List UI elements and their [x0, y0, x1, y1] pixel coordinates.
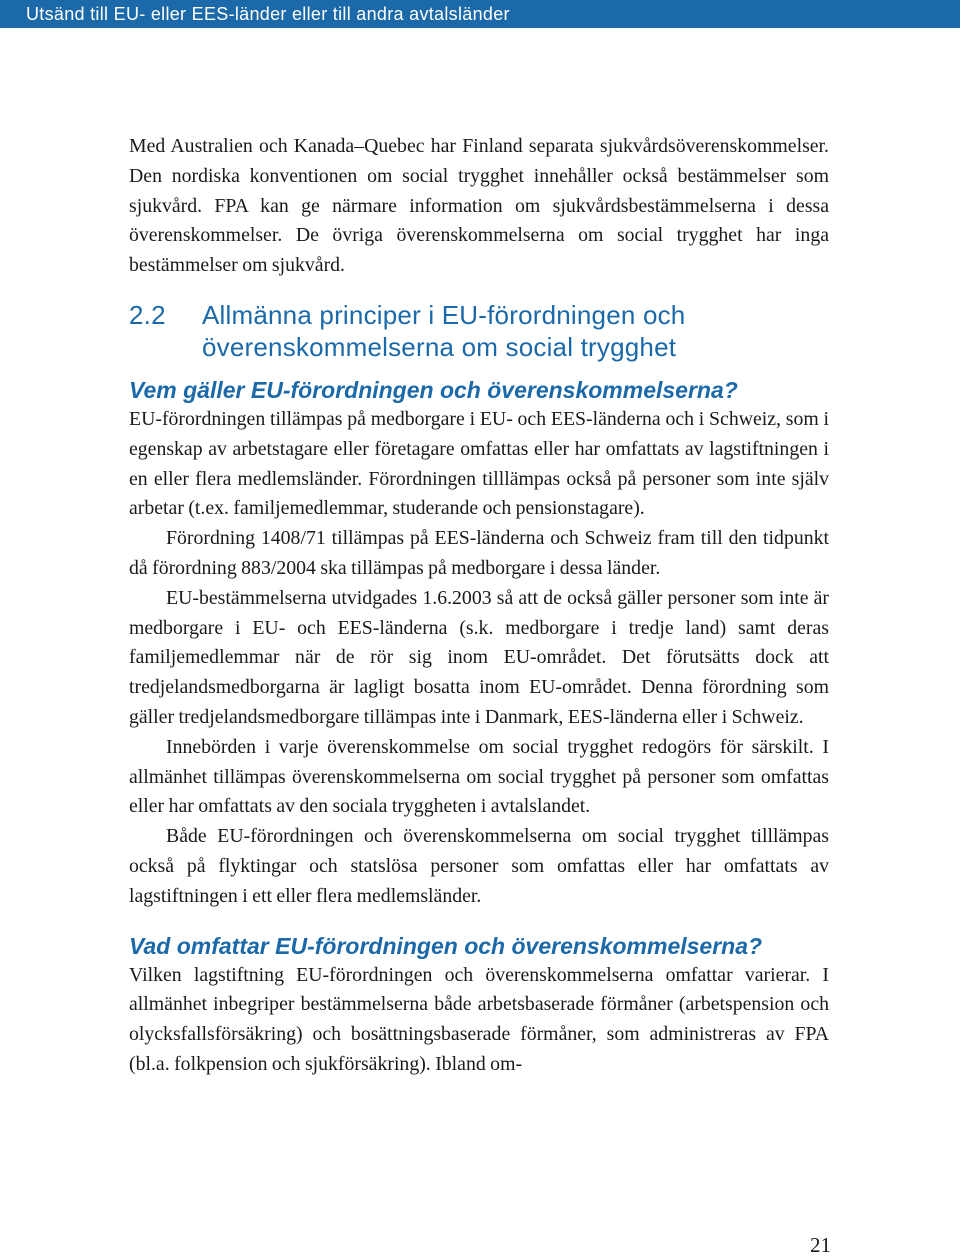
subheading-who: Vem gäller EU-förordningen och överenskommelserna?	[129, 376, 738, 403]
paragraph: Vilken lagstiftning EU-förordningen och överenskommelserna omfattar varierar. I allmänhet inbegriper bestämmelserna både arbetsbaserade förmåner (arbetspension och olycksfallsförsäkring) och bosättningsbaserade förmåner, som administreras av FPA (bl.a. folkpension och sjukförsäkring). Ibland om-	[129, 963, 829, 1075]
paragraph: Både EU-förordningen och överenskommelserna om social trygghet tilllämpas också på flyktingar och statslösa personer som omfattas eller har omfattats av lagstiftningen i ett eller flera medlemsländer.	[129, 825, 829, 907]
paragraph: Innebörden i varje överenskommelse om social trygghet redogörs för särskilt. I allmänhet tillämpas överenskommelserna om social trygghet på personer som omfattas eller har omfattats av den sociala tryggheten i avtalslandet.	[129, 735, 829, 818]
page-number: 21	[810, 1233, 831, 1257]
paragraph: EU-bestämmelserna utvidgades 1.6.2003 så att de också gäller personer som inte är medborgare i EU- och EES-länderna (s.k. medborgare i tredje land) samt deras familjemedlemmar när de rör sig inom EU-området. Det förutsätts dock att tredjelandsmedborgarna är lagligt bosatta inom EU-området. Denna förordning som gäller tredjelandsmedborgare tillämpas inte i Danmark, EES-länderna eller i Schweiz.	[129, 586, 829, 728]
running-header-band	[0, 0, 960, 28]
section-title: Allmänna principer i EU-förordningen och överenskommelserna om social trygghet	[202, 299, 686, 362]
section-number: 2.2	[129, 299, 166, 330]
subheading-what: Vad omfattar EU-förordningen och överenskommelserna?	[129, 932, 763, 959]
paragraph: EU-förordningen tillämpas på medborgare i EU- och EES-länderna och i Schweiz, som i egenskap av arbetstagare eller företagare omfattas eller har omfattats av lagstiftningen i en eller flera medlemsländer. Förordningen tilllämpas också på personer som inte själv arbetar (t.ex. familjemedlemmar, studerande och pensionstagare).	[129, 407, 829, 520]
intro-paragraph: Med Australien och Kanada–Quebec har Finland separata sjukvårdsöverenskommelser. Den nordiska konventionen om social trygghet innehåller också bestämmelser som sjukvård. FPA kan ge närmare information om sjukvårdsbestämmelserna i dessa överenskommelser. De övriga överenskommelserna om social trygghet har inga bestämmelser om sjukvård.	[129, 135, 829, 277]
running-header-title: Utsänd till EU- eller EES-länder eller till andra avtalsländer	[26, 4, 510, 24]
section-heading	[129, 299, 829, 363]
paragraph: Förordning 1408/71 tillämpas på EES-länderna och Schweiz fram till den tidpunkt då förordning 883/2004 ska tillämpas på medborgare i dessa länder.	[129, 527, 829, 579]
page-body	[129, 132, 829, 1080]
